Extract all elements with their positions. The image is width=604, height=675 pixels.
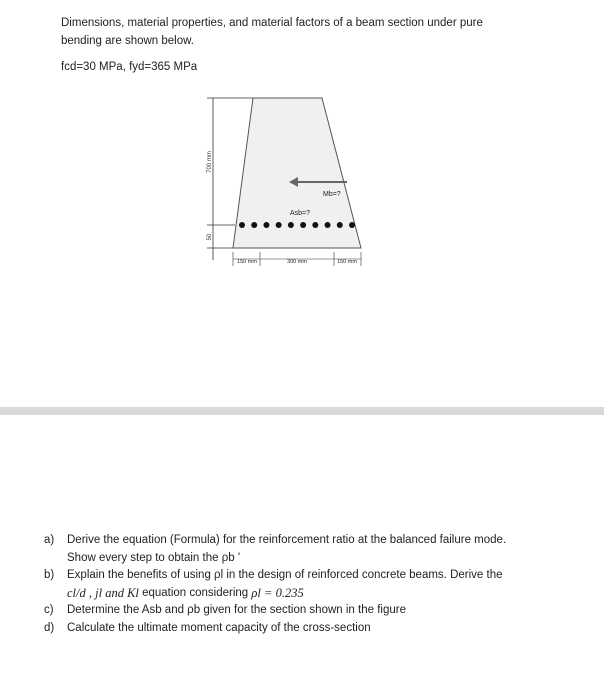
moment-label: Mb=? [323,191,341,198]
bottom-right-dimension: 150 mm [337,259,357,265]
bottom-middle-dimension: 300 mm [287,259,307,265]
cover-dimension-label: 50 [207,233,213,241]
rebar-dot [300,222,306,228]
steel-area-label: Asb=? [290,210,311,217]
height-dimension-label: 700 mm [207,151,213,173]
bottom-left-dimension: 150 mm [237,259,257,265]
rebar-dot [251,222,257,228]
beam-section-figure [195,90,375,275]
question-d [44,620,594,638]
rebar-dot [263,222,269,228]
question-d-line: Calculate the ultimate moment capacity of the cross-section [67,621,371,634]
question-a-line-2: Show every step to obtain the ρb ' [67,551,241,564]
rebar-dot [312,222,318,228]
intro-line-2: bending are shown below. [61,35,194,47]
rebar-dot [288,222,294,228]
question-a-line-1: Derive the equation (Formula) for the reinforcement ratio at the balanced failure mode. [67,534,507,546]
given-properties: fcd=30 MPa, fyd=365 MPa [61,61,198,73]
question-c [44,602,594,620]
question-b-letter: b) [44,569,55,581]
question-c-letter: c) [44,604,54,616]
question-b-line-1: Explain the benefits of using ρl in the design of reinforced concrete beams. Derive the [67,569,503,581]
question-b-line-2-text: equation considering [138,586,252,599]
rebar-dot [325,222,331,228]
question-a [44,532,594,550]
rebar-dot [239,222,245,228]
question-a-letter: a) [44,534,55,546]
rebar-dot [276,222,282,228]
question-d-letter: d) [44,621,55,634]
question-b-value: ρl = 0.235 [251,585,304,600]
intro-line-1: Dimensions, material properties, and material factors of a beam section under pure [61,17,483,29]
question-b [44,567,594,585]
question-c-line: Determine the Asb and ρb given for the section shown in the figure [67,604,406,616]
rebar-dot [337,222,343,228]
question-list [44,532,594,637]
rebar-dot [349,222,355,228]
page-divider [0,407,604,415]
question-b-math-terms: cl/d , jl and Kl [67,585,139,600]
